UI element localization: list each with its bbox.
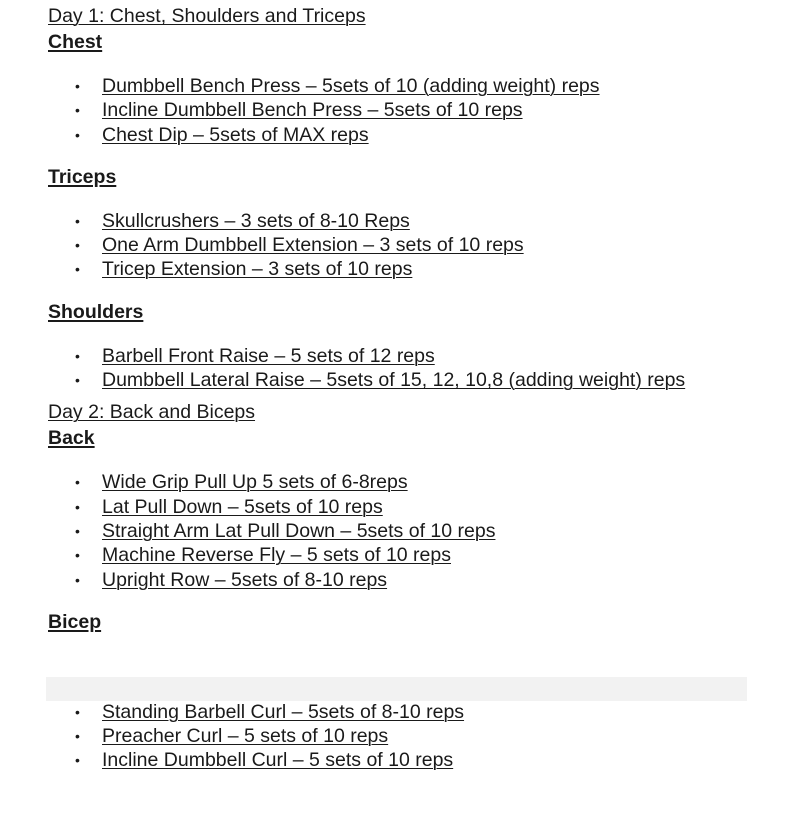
section-title-back: Back [48, 427, 95, 450]
bicep-exercise-list [48, 700, 788, 773]
bullet-icon: • [75, 78, 80, 94]
list-item [48, 344, 788, 368]
list-item [48, 700, 788, 724]
exercise-text: Tricep Extension – 3 sets of 10 reps [102, 258, 413, 281]
exercise-text: Dumbbell Bench Press – 5sets of 10 (adding weight) reps [102, 75, 600, 97]
bullet-icon: • [75, 752, 80, 769]
list-item [48, 495, 788, 519]
exercise-text: Incline Dumbbell Curl – 5 sets of 10 reps [102, 749, 454, 772]
exercise-text: Machine Reverse Fly – 5 sets of 10 reps [102, 544, 451, 567]
bullet-icon: • [75, 571, 80, 588]
list-item [48, 748, 788, 772]
list-item [48, 209, 788, 233]
exercise-text: Dumbbell Lateral Raise – 5sets of 15, 12, 10,8 (adding weight) reps [102, 369, 686, 392]
triceps-exercise-list [48, 209, 788, 282]
exercise-text: Preacher Curl – 5 sets of 10 reps [102, 725, 389, 748]
chest-exercise-list [48, 74, 788, 147]
list-item [48, 543, 788, 567]
exercise-text: Upright Row – 5sets of 8-10 reps [102, 568, 388, 591]
list-item [48, 368, 788, 392]
bullet-icon: • [75, 728, 80, 745]
exercise-text: Skullcrushers – 3 sets of 8-10 Reps [102, 209, 410, 232]
day2-title: Day 2: Back and Biceps [48, 401, 256, 424]
bullet-icon: • [75, 372, 80, 389]
bullet-icon: • [75, 347, 80, 364]
day1-title: Day 1: Chest, Shoulders and Triceps [48, 5, 366, 27]
list-item [48, 98, 788, 122]
bullet-icon: • [75, 547, 80, 564]
list-item [48, 724, 788, 748]
section-title-chest: Chest [48, 31, 103, 53]
exercise-text: Barbell Front Raise – 5 sets of 12 reps [102, 344, 435, 367]
exercise-text: One Arm Dumbbell Extension – 3 sets of 10 reps [102, 234, 524, 257]
bullet-icon: • [75, 212, 80, 229]
exercise-text: Standing Barbell Curl – 5sets of 8-10 reps [102, 700, 465, 723]
section-title-bicep: Bicep [48, 610, 102, 633]
bullet-icon: • [75, 703, 80, 720]
workout-document [48, 4, 788, 773]
exercise-text: Straight Arm Lat Pull Down – 5sets of 10 reps [102, 519, 496, 542]
list-item [48, 470, 788, 494]
bullet-icon: • [75, 261, 80, 278]
list-item [48, 257, 788, 281]
bullet-icon: • [75, 237, 80, 254]
list-item [48, 519, 788, 543]
exercise-text: Lat Pull Down – 5sets of 10 reps [102, 495, 383, 518]
list-item [48, 233, 788, 257]
section-title-triceps: Triceps [48, 165, 117, 188]
exercise-text: Chest Dip – 5sets of MAX reps [102, 123, 369, 146]
bullet-icon: • [75, 522, 80, 539]
section-title-shoulders: Shoulders [48, 300, 144, 323]
bullet-icon: • [75, 498, 80, 515]
list-item [48, 74, 788, 98]
exercise-text: Incline Dumbbell Bench Press – 5sets of 10 reps [102, 99, 523, 122]
bullet-icon: • [75, 102, 80, 119]
bullet-icon: • [75, 126, 80, 143]
shoulders-exercise-list [48, 344, 788, 393]
back-exercise-list [48, 470, 788, 591]
list-item [48, 568, 788, 592]
exercise-text: Wide Grip Pull Up 5 sets of 6-8reps [102, 471, 408, 494]
list-item [48, 123, 788, 147]
bullet-icon: • [75, 474, 80, 491]
